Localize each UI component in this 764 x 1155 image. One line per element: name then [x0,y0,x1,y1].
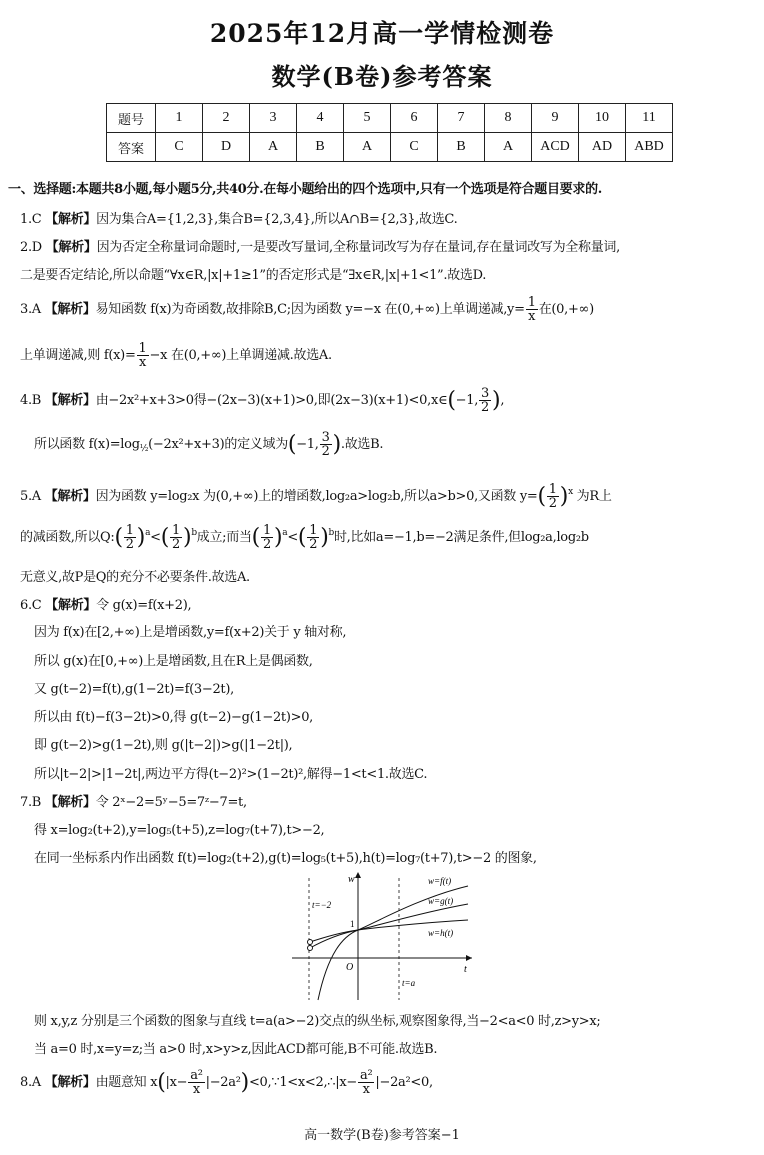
arrow-icon [466,955,472,961]
section-heading: 一、选择题:本题共8小题,每小题5分,共40分.在每小题给出的四个选项中,只有一个选项是符合题目要求的. [8,182,603,197]
q8-line-1: 8.A 【解析】由题意知 x(|x− $\frac{\text{a²}}{x}$ |−2a²)<0,∵1<x<2,∴|x− $\frac{\text{a²}}{x}$ |−2a²<0, [20,1068,433,1097]
q2-tag: 2.D [20,240,42,255]
fraction: $\frac{3}{2}$ [481,386,490,415]
origin-label: O [346,962,354,973]
fraction: $\frac{1}{x}$ [138,341,147,370]
question-number: 8 [485,104,532,133]
t-neg2-label: t=−2 [312,900,332,910]
q2-label: 【解析】 [45,240,97,255]
fraction: $\frac{1}{x}$ [527,295,536,324]
q3-line-2: 上单调递减,则 f(x)= $\frac{1}{x}$ −x 在(0,+∞)上单调递减.故选A. [20,341,332,370]
fraction: $\frac{3}{2}$ [321,430,330,459]
f-label: w=f(t) [428,876,452,886]
question-number: 7 [438,104,485,133]
q6-line: 所以由 f(t)−f(3−2t)>0,得 g(t−2)−g(1−2t)>0, [34,710,314,725]
open-point [308,940,313,945]
row-label: 题号 [107,104,156,133]
q5-line-1: 5.A 【解析】因为函数 y=log₂x 为(0,+∞)上的增函数,log₂a>log₂b,所以a>b>0,又函数 y=( $\frac{1}{2}$ )$^x$ 为R上 [20,482,612,511]
q1-line [20,208,457,227]
q3-text: 在(0,+∞) [538,302,594,317]
q8-label: 【解析】 [44,1075,96,1090]
answer-cell: C [391,133,438,162]
t-a-label: t=a [402,978,416,988]
answer-cell: AD [579,133,626,162]
q1-label: 【解析】 [45,212,97,227]
q5-line-2: 的减函数,所以Q:( $\frac{1}{2}$ )$^a$<( $\frac{1}{2}$ )$^b$成立;而当( $\frac{1}{2}$ )$^a$<( $\frac{1}{2}$ )$^b$时,比如a=−1,b=−2满足条件,但log₂a,log₂b [20,523,589,552]
q3-line-1 [20,296,594,323]
q6-line: 即 g(t−2)>g(1−2t),则 g(|t−2|)>g(|1−2t|), [34,738,293,753]
table-row [107,133,673,162]
page-footer: 高一数学(B卷)参考答案−1 [304,1128,460,1143]
q6-line: 所以|t−2|>|1−2t|,两边平方得(t−2)²>(1−2t)²,解得−1<t<1.故选C. [34,767,428,782]
q8-tag: 8.A [20,1075,41,1090]
fraction: $\frac{1}{2}$ [125,523,134,552]
question-number: 6 [391,104,438,133]
q7-tag: 7.B [20,795,42,810]
q5-label: 【解析】 [44,489,96,504]
question-number: 5 [344,104,391,133]
page-subtitle: 数学(B卷)参考答案 [271,62,493,91]
question-number: 11 [626,104,673,133]
fraction: $\frac{1}{2}$ [172,523,181,552]
question-number: 3 [250,104,297,133]
question-number: 9 [532,104,579,133]
arrow-icon [355,872,361,878]
q7-line: 则 x,y,z 分别是三个函数的图象与直线 t=a(a>−2)交点的纵坐标,观察图象得,当−2<a<0 时,z>y>x; [34,1014,601,1029]
answer-cell: A [344,133,391,162]
q4-label: 【解析】 [44,393,96,408]
function-graph [288,868,478,1002]
q5-tag: 5.A [20,489,41,504]
answer-cell: A [485,133,532,162]
fraction: $\frac{1}{2}$ [309,523,318,552]
q6-line: 因为 f(x)在[2,+∞)上是增函数,y=f(x+2)关于 y 轴对称, [34,625,347,640]
q6-line: 所以 g(x)在[0,+∞)上是增函数,且在R上是偶函数, [34,654,313,669]
question-number: 4 [297,104,344,133]
answer-cell: A [250,133,297,162]
q4-tag: 4.B [20,393,42,408]
w-axis-label: w [348,874,355,885]
answer-cell: B [297,133,344,162]
question-number: 10 [579,104,626,133]
page-title: 2025年12月高一学情检测卷 [209,19,555,48]
answer-cell: D [203,133,250,162]
q5-line-3: 无意义,故P是Q的充分不必要条件.故选A. [20,570,250,585]
q2-line-2: 二是要否定结论,所以命题“∀x∈R,|x|+1≥1”的否定形式是“∃x∈R,|x|+1<1”.故选D. [20,268,487,283]
answer-cell: ACD [532,133,579,162]
row-label: 答案 [107,133,156,162]
q7-line: 得 x=log₂(t+2),y=log₅(t+5),z=log₇(t+7),t>−2, [34,823,325,838]
q3-text: 易知函数 f(x)为奇函数,故排除B,C;因为函数 y=−x 在(0,+∞)上单调递减,y= [95,302,525,317]
q4-line-2: 所以函数 $f(x)=\log_{\frac{1}{2}}(-2x^2+x+3)$的定义域为(−1, $\frac{3}{2}$ ).故选B. [34,430,384,459]
h-label: w=h(t) [428,928,454,938]
fraction: $\frac{\text{a²}}{x}$ [190,1068,203,1097]
q2-text: 因为否定全称量词命题时,一是要改写量词,全称量词改写为存在量词,存在量词改写为全称量词, [96,240,620,255]
q1-tag: 1.C [20,212,42,227]
q7-label: 【解析】 [44,795,96,810]
fraction: $\frac{1}{2}$ [548,482,557,511]
q6-label: 【解析】 [45,598,97,613]
q4-line-1: 4.B 【解析】由−2x²+x+3>0得−(2x−3)(x+1)>0,即(2x−3)(x+1)<0,x∈(−1, $\frac{3}{2}$ ), [20,386,505,415]
q2-line-1 [20,236,620,255]
q1-text: 因为集合A={1,2,3},集合B={2,3,4},所以A∩B={2,3},故选C. [96,212,458,227]
open-point [308,946,313,951]
answer-cell: B [438,133,485,162]
q6-tag: 6.C [20,598,42,613]
q7-line: 当 a=0 时,x=y=z;当 a>0 时,x>y>z,因此ACD都可能,B不可能.故选B. [34,1042,438,1057]
q3-tag: 3.A [20,302,41,317]
fraction: $\frac{\text{a²}}{x}$ [360,1068,373,1097]
answer-cell: C [156,133,203,162]
q6-line: 又 g(t−2)=f(t),g(1−2t)=f(3−2t), [34,682,234,697]
question-number: 2 [203,104,250,133]
one-label: 1 [350,919,355,929]
answer-table [106,103,673,162]
q7-line-1: 7.B 【解析】令 2ˣ−2=5ʸ−5=7ᶻ−7=t, [20,795,247,810]
q3-label: 【解析】 [44,302,96,317]
q7-line: 在同一坐标系内作出函数 f(t)=log₂(t+2),g(t)=log₅(t+5),h(t)=log₇(t+7),t>−2 的图象, [34,851,537,866]
question-number: 1 [156,104,203,133]
g-label: w=g(t) [428,896,454,906]
fraction: $\frac{1}{2}$ [262,523,271,552]
table-row [107,104,673,133]
t-axis-label: t [464,964,467,975]
q6-line-1: 6.C 【解析】令 g(x)=f(x+2), [20,598,192,613]
answer-cell: ABD [626,133,673,162]
